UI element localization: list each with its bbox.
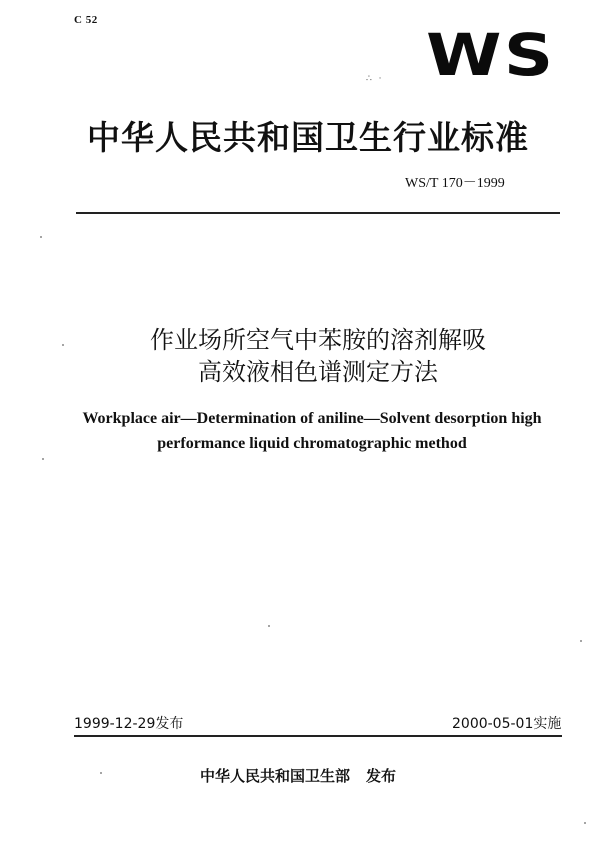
- title-cn-line1: 作业场所空气中苯胺的溶剂解吸: [150, 326, 486, 354]
- scan-speck: [62, 344, 64, 346]
- publisher-name: 中华人民共和国卫生部: [200, 767, 351, 785]
- title-en-line2: performance liquid chromatographic method: [157, 435, 467, 452]
- issuer-title: 中华人民共和国卫生行业标准: [87, 118, 529, 157]
- scan-speck: [580, 640, 582, 642]
- header-divider: [76, 212, 560, 214]
- publisher-line: [200, 765, 396, 786]
- scan-speck: [584, 822, 586, 824]
- standard-number: WS/T 170－1999: [405, 176, 505, 191]
- footer-divider: [74, 735, 562, 737]
- scan-speck: [42, 458, 44, 460]
- scan-speck: [40, 236, 42, 238]
- scan-speck: [268, 625, 270, 627]
- implementation-date: 2000-05-01实施: [452, 716, 562, 732]
- logo-decoration: ∴ ·: [366, 74, 384, 84]
- classification-code: C 52: [74, 14, 98, 26]
- issue-date: 1999-12-29发布: [74, 716, 184, 732]
- title-cn-line2: 高效液相色谱测定方法: [198, 358, 438, 386]
- ws-logo: WS: [426, 21, 556, 89]
- title-en-line1: Workplace air—Determination of aniline—Solvent desorption high: [82, 410, 542, 427]
- publisher-action: 发布: [366, 767, 397, 785]
- scan-speck: [100, 772, 102, 774]
